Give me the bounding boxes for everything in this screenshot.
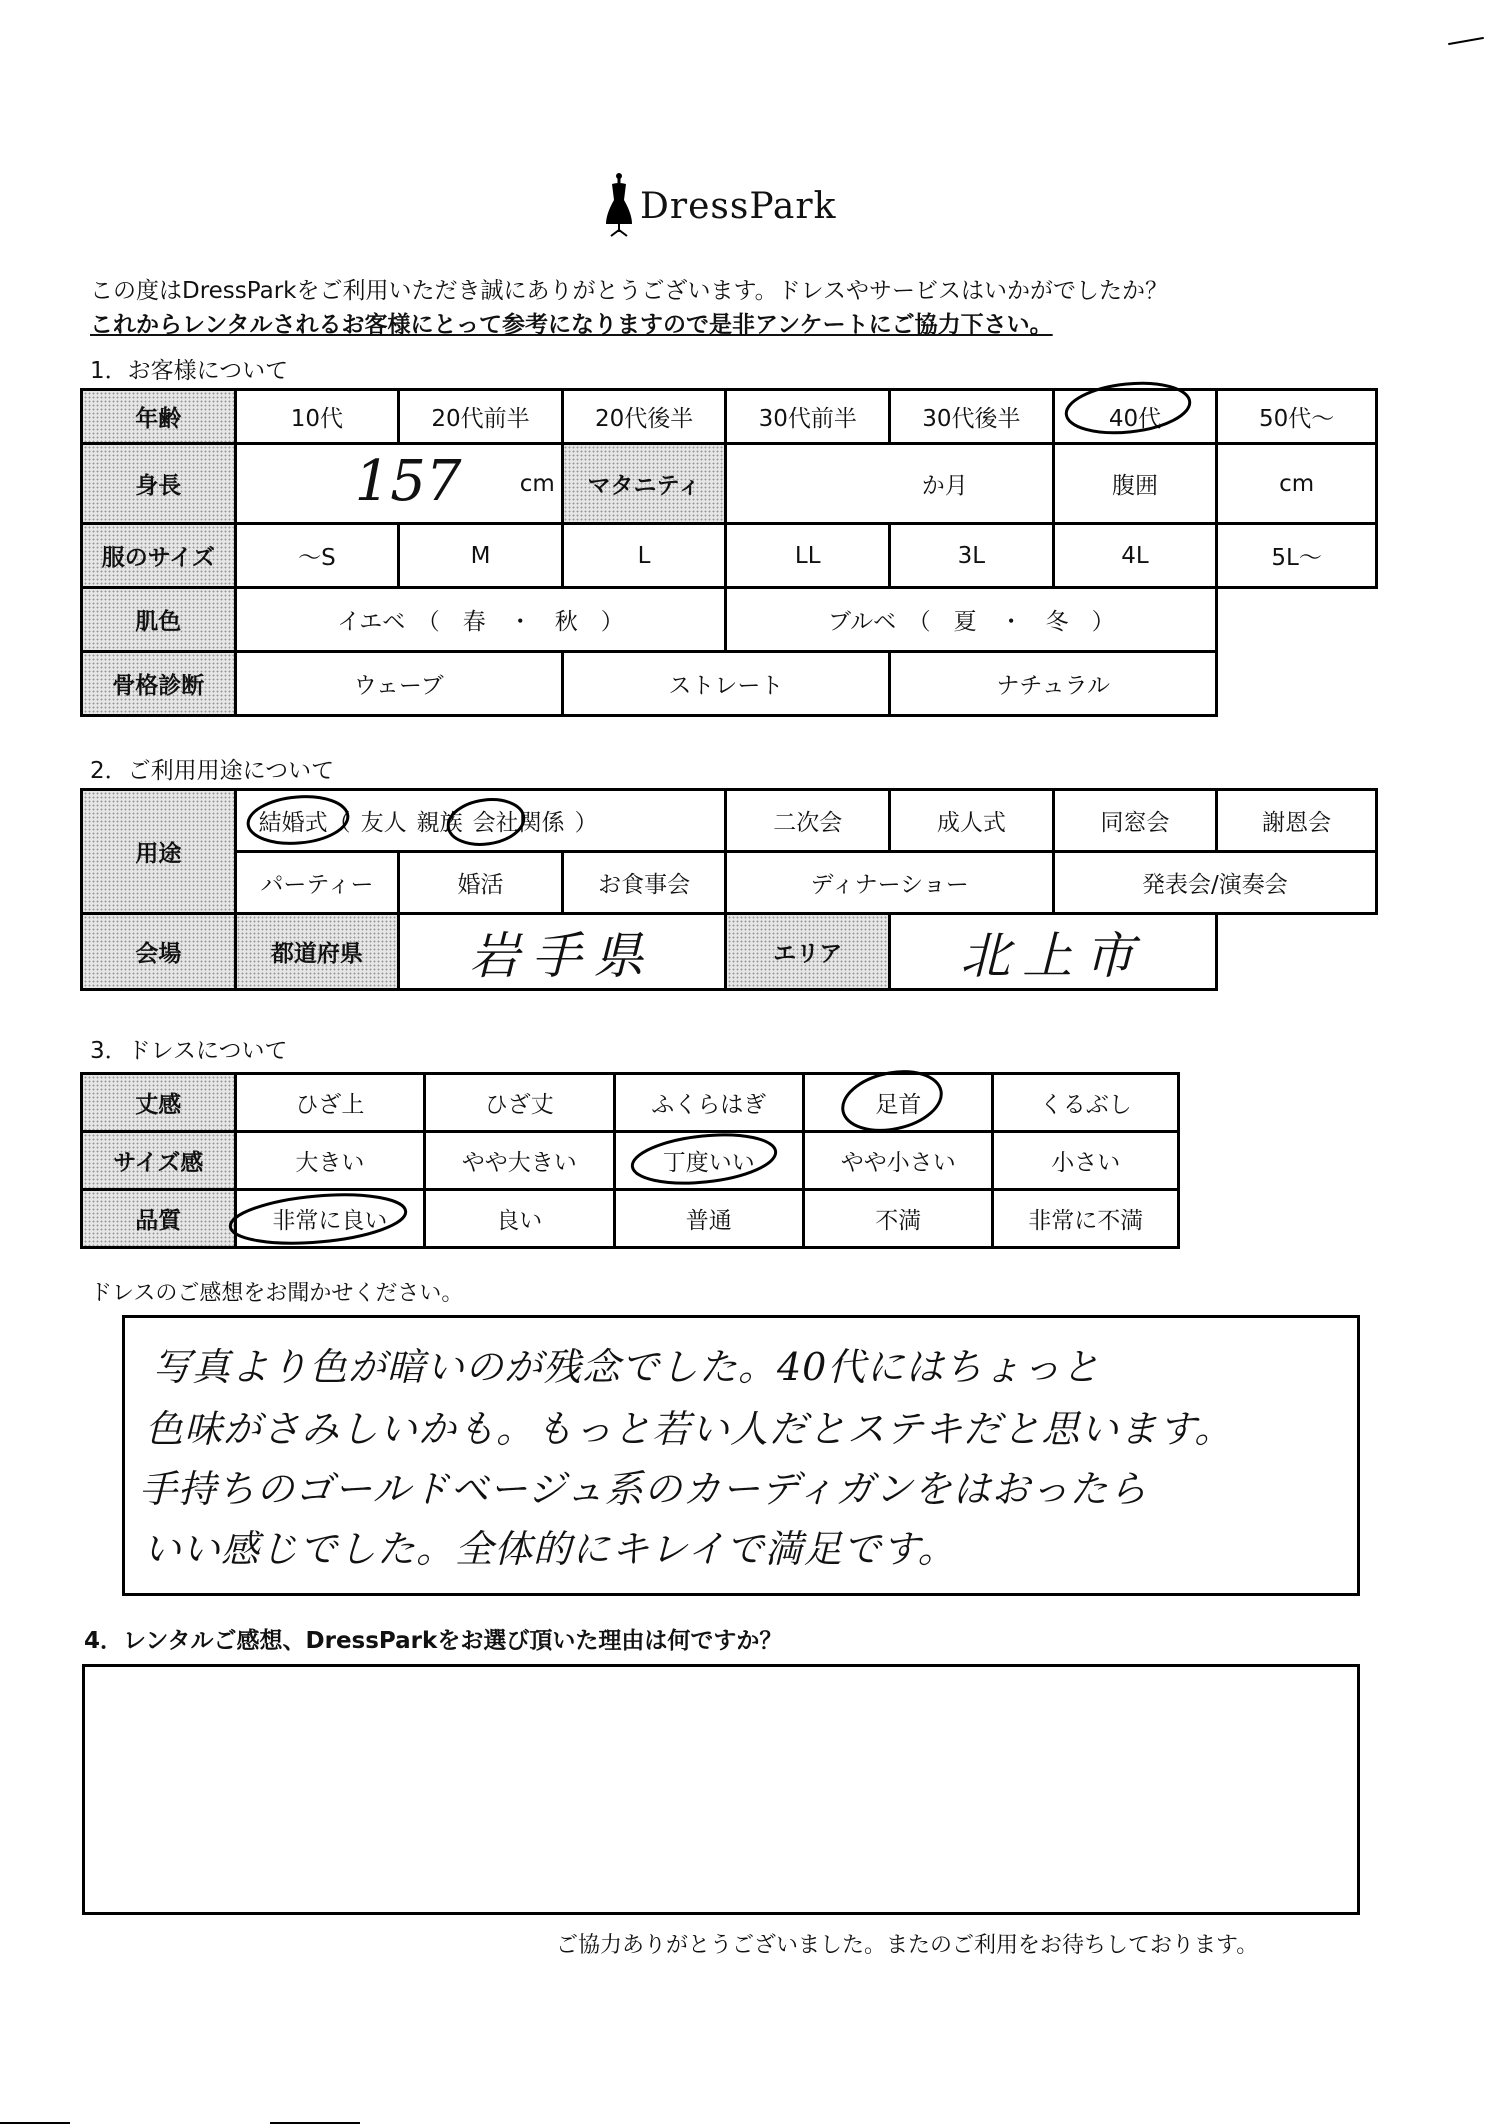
purpose-option[interactable]: 二次会 <box>726 790 890 852</box>
paren-open: （ <box>327 810 351 836</box>
purpose-wedding[interactable]: 結婚式 <box>258 810 328 836</box>
venue-row <box>82 914 1377 990</box>
intro-request: これからレンタルされるお客様にとって参考になりますので是非アンケートにご協力下さい。 <box>90 312 1053 338</box>
section1-title: 1．お客様について <box>90 358 289 384</box>
purpose-family[interactable]: 親族 <box>416 810 463 836</box>
frame-row <box>82 652 1377 716</box>
quality-option-selected[interactable]: 非常に良い <box>235 1190 424 1248</box>
section2-title: 2．ご利用用途について <box>90 758 335 784</box>
purpose-label: 用途 <box>82 790 236 914</box>
scan-artifact <box>0 2122 70 2124</box>
venue-label: 会場 <box>82 914 236 990</box>
length-option[interactable]: くるぶし <box>993 1074 1179 1132</box>
skin-label: 肌色 <box>82 588 236 652</box>
skin-option-yellow[interactable]: イエベ （ 春 ・ 秋 ） <box>235 588 726 652</box>
length-option-selected[interactable]: 足首 <box>803 1074 992 1132</box>
age-option[interactable]: 50代～ <box>1217 390 1377 444</box>
quality-option[interactable]: 良い <box>425 1190 614 1248</box>
fit-label: サイズ感 <box>82 1132 236 1190</box>
paren-close: ） <box>574 810 598 836</box>
purpose-company[interactable]: 会社関係 <box>472 810 565 836</box>
usage-table <box>80 788 1378 991</box>
purpose-option[interactable]: 発表会/演奏会 <box>1053 852 1376 914</box>
quality-option[interactable]: 非常に不満 <box>993 1190 1179 1248</box>
age-label: 年齢 <box>82 390 236 444</box>
age-option[interactable]: 30代後半 <box>890 390 1054 444</box>
frame-option[interactable]: ウェーブ <box>235 652 562 716</box>
comment-line: いい感じでした。全体的にキレイで満足です。 <box>143 1527 957 1571</box>
waist-label: 腹囲 <box>1053 444 1217 524</box>
frame-option[interactable]: ナチュラル <box>890 652 1217 716</box>
wedding-group <box>235 790 726 852</box>
dress-table <box>80 1072 1180 1249</box>
dress-mannequin-icon <box>602 172 636 238</box>
fit-option[interactable]: やや小さい <box>803 1132 992 1190</box>
prefecture-label: 都道府県 <box>235 914 399 990</box>
area-value[interactable]: 北上市 <box>890 914 1217 990</box>
length-label: 丈感 <box>82 1074 236 1132</box>
brand-name: DressPark <box>640 186 837 227</box>
length-option[interactable]: ひざ上 <box>235 1074 424 1132</box>
size-option[interactable]: L <box>562 524 726 588</box>
age-row <box>82 390 1377 444</box>
comment-line: 色味がさみしいかも。もっと若い人だとステキだと思います。 <box>145 1407 1234 1451</box>
empty-cell <box>1217 914 1377 990</box>
waist-unit[interactable]: cm <box>1217 444 1377 524</box>
customer-table <box>80 388 1378 717</box>
reason-box[interactable] <box>82 1664 1360 1915</box>
size-option[interactable]: LL <box>726 524 890 588</box>
age-option[interactable]: 30代前半 <box>726 390 890 444</box>
quality-row <box>82 1190 1179 1248</box>
skin-option-blue[interactable]: ブルベ （ 夏 ・ 冬 ） <box>726 588 1217 652</box>
height-label: 身長 <box>82 444 236 524</box>
purpose-option[interactable]: お食事会 <box>562 852 726 914</box>
purpose-option[interactable]: ディナーショー <box>726 852 1053 914</box>
comment-prompt: ドレスのご感想をお聞かせください。 <box>90 1281 464 1306</box>
skin-row <box>82 588 1377 652</box>
empty-cell <box>1217 588 1377 652</box>
age-option[interactable]: 20代後半 <box>562 390 726 444</box>
length-option[interactable]: ふくらはぎ <box>614 1074 803 1132</box>
purpose-option[interactable]: 同窓会 <box>1053 790 1217 852</box>
fit-option[interactable]: やや大きい <box>425 1132 614 1190</box>
age-option[interactable]: 10代 <box>235 390 399 444</box>
maternity-label: マタニティ <box>562 444 726 524</box>
height-value: 157 <box>354 449 462 514</box>
comment-line: 写真より色が暗いのが残念でした。40代にはちょっと <box>153 1345 1101 1389</box>
length-option[interactable]: ひざ丈 <box>425 1074 614 1132</box>
section3-title: 3．ドレスについて <box>90 1038 288 1064</box>
age-option[interactable]: 20代前半 <box>399 390 563 444</box>
age-option-selected[interactable]: 40代 <box>1053 390 1217 444</box>
size-option[interactable]: M <box>399 524 563 588</box>
height-unit: cm <box>519 471 555 497</box>
purpose-option[interactable]: パーティー <box>235 852 399 914</box>
purpose-option[interactable]: 成人式 <box>890 790 1054 852</box>
fit-option[interactable]: 大きい <box>235 1132 424 1190</box>
fit-option[interactable]: 小さい <box>993 1132 1179 1190</box>
purpose-row-1 <box>82 790 1377 852</box>
fit-option-selected[interactable]: 丁度いい <box>614 1132 803 1190</box>
intro-text: この度はDressParkをご利用いただき誠にありがとうございます。ドレスやサービスはいかがでしたか？ <box>90 278 1168 304</box>
height-field[interactable] <box>235 444 562 524</box>
quality-label: 品質 <box>82 1190 236 1248</box>
purpose-option[interactable]: 婚活 <box>399 852 563 914</box>
fit-row <box>82 1132 1179 1190</box>
thanks-message: ご協力ありがとうございました。またのご利用をお待ちしております。 <box>556 1933 1259 1958</box>
scan-artifact <box>270 2122 360 2124</box>
area-label: エリア <box>726 914 890 990</box>
comment-line: 手持ちのゴールドベージュ系のカーディガンをはおったら <box>139 1467 1148 1511</box>
section4-title: 4．レンタルご感想、DressParkをお選び頂いた理由は何ですか？ <box>84 1628 783 1654</box>
purpose-friend[interactable]: 友人 <box>360 810 407 836</box>
size-row <box>82 524 1377 588</box>
size-option[interactable]: 3L <box>890 524 1054 588</box>
height-row <box>82 444 1377 524</box>
length-row <box>82 1074 1179 1132</box>
frame-option[interactable]: ストレート <box>562 652 889 716</box>
size-option[interactable]: 4L <box>1053 524 1217 588</box>
frame-label: 骨格診断 <box>82 652 236 716</box>
empty-cell <box>1217 652 1377 716</box>
maternity-months[interactable]: か月 <box>726 444 1053 524</box>
size-option[interactable]: 5L～ <box>1217 524 1377 588</box>
scan-artifact <box>1448 37 1484 45</box>
prefecture-value[interactable]: 岩手県 <box>399 914 726 990</box>
brand-logo <box>600 172 860 242</box>
size-option[interactable]: ～S <box>235 524 399 588</box>
comment-box[interactable] <box>122 1315 1360 1596</box>
quality-option[interactable]: 不満 <box>803 1190 992 1248</box>
quality-option[interactable]: 普通 <box>614 1190 803 1248</box>
purpose-option[interactable]: 謝恩会 <box>1217 790 1377 852</box>
size-label: 服のサイズ <box>82 524 236 588</box>
purpose-row-2 <box>82 852 1377 914</box>
